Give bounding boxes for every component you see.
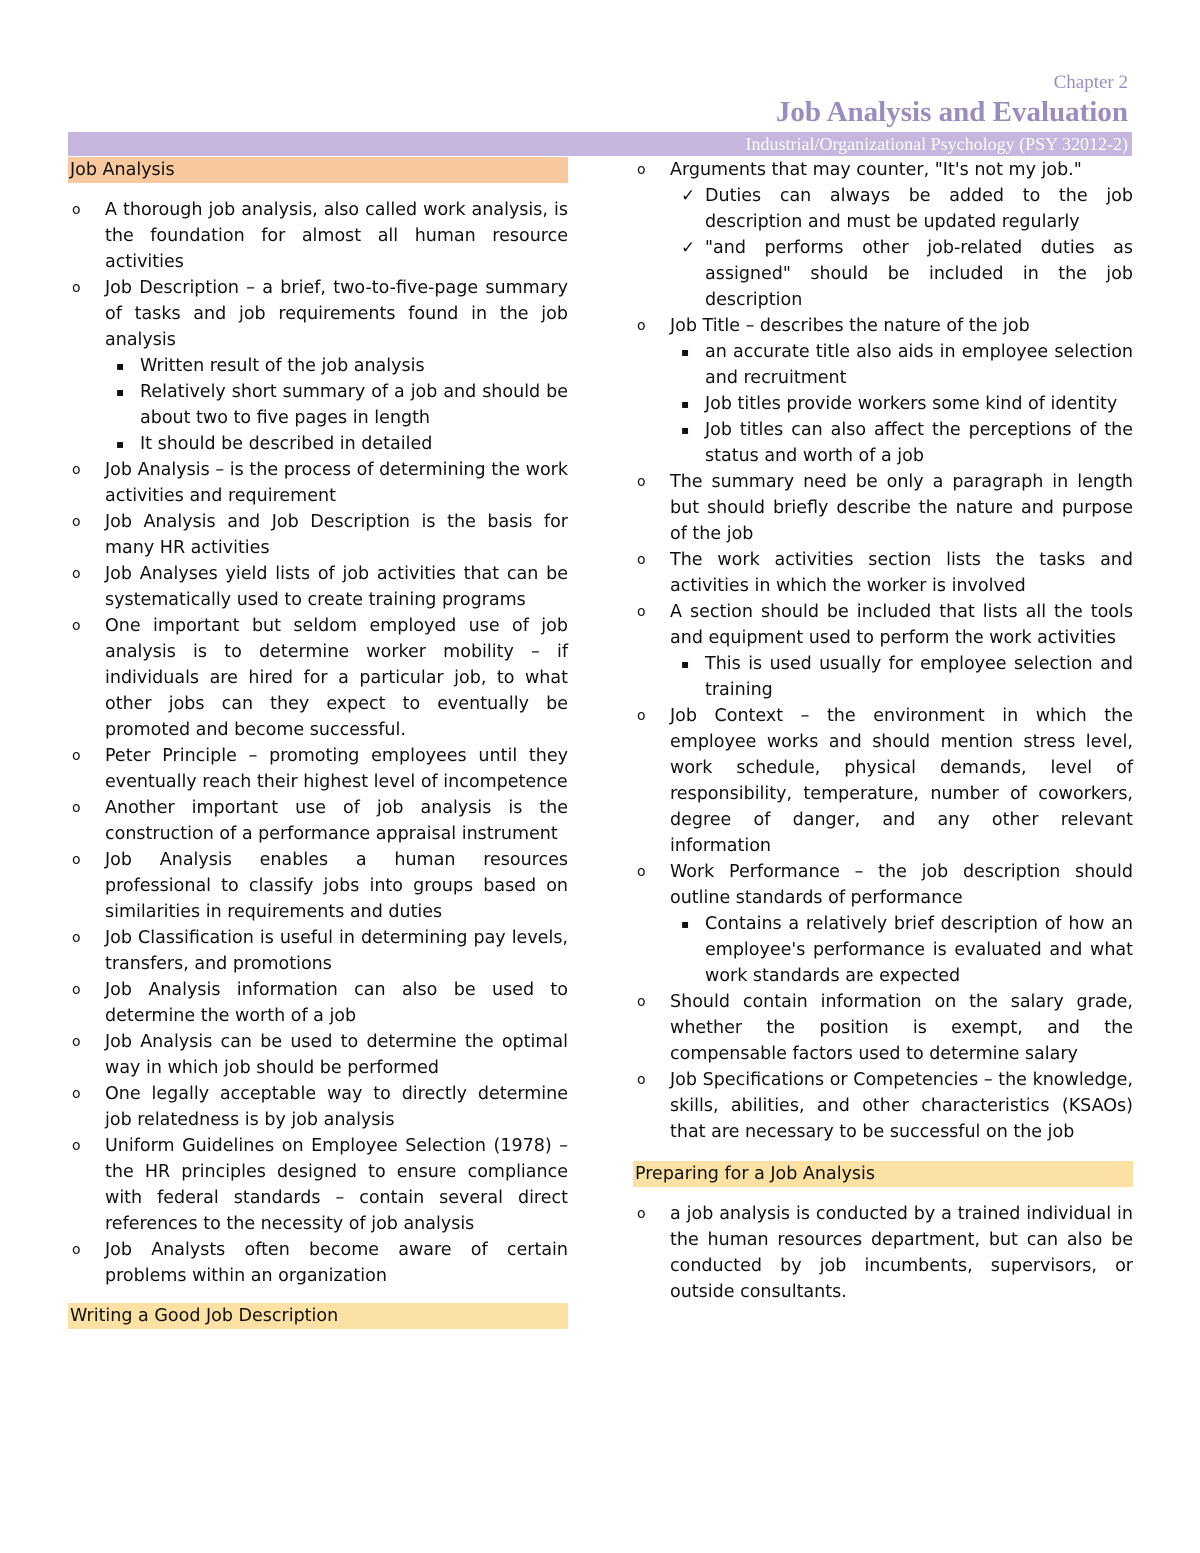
circle-bullet-icon: o [72,930,81,946]
list-item: o Arguments that may counter, "It's not my job." ✓ Duties can always be added to the job description and must be updated regularly ✓ "and performs other job-related duties as assigned" should be included in the job description [633,157,1133,313]
arguments-sublist [633,183,1133,313]
list-item: o Job Description – a brief, two-to-five-page summary of tasks and job requirements found in the job analysis ▪ Written result of the job analysis ▪ Relatively short summary of a job and should be about two to five pages in length ▪ It should be described in detailed [68,275,568,457]
square-bullet-icon: ▪ [116,385,125,399]
sub-list-item: ▪ Written result of the job analysis [68,353,568,379]
list-item: o One legally acceptable way to directly determine job relatedness is by job analysis [68,1081,568,1133]
circle-bullet-icon: o [72,800,81,816]
square-bullet-icon: ▪ [681,397,690,411]
circle-bullet-icon: o [72,852,81,868]
list-item: o The summary need be only a paragraph in length but should briefly describe the nature and purpose of the job [633,469,1133,547]
circle-bullet-icon: o [637,552,646,568]
circle-bullet-icon: o [72,618,81,634]
chapter-label: Chapter 2 [1053,72,1128,93]
checkmark-icon: ✓ [681,186,696,206]
circle-bullet-icon: o [637,318,646,334]
circle-bullet-icon: o [72,982,81,998]
list-item: o Job Analyses yield lists of job activities that can be systematically used to create training programs [68,561,568,613]
performance-sublist [633,911,1133,989]
circle-bullet-icon: o [72,1242,81,1258]
square-bullet-icon: ▪ [116,437,125,451]
circle-bullet-icon: o [72,514,81,530]
sub-list-item: ▪ It should be described in detailed [68,431,568,457]
circle-bullet-icon: o [637,994,646,1010]
circle-bullet-icon: o [72,748,81,764]
square-bullet-icon: ▪ [681,917,690,931]
sub-list-item: ▪ Job titles provide workers some kind of identity [633,391,1133,417]
circle-bullet-icon: o [637,1206,646,1222]
list-item: o a job analysis is conducted by a trained individual in the human resources department, but can also be conducted by job incumbents, supervisors, or outside consultants. [633,1201,1133,1305]
right-column [633,157,1133,1305]
circle-bullet-icon: o [72,462,81,478]
list-item: o Should contain information on the salary grade, whether the position is exempt, and the compensable factors used to determine salary [633,989,1133,1067]
list-item: o Job Analysis – is the process of determining the work activities and requirement [68,457,568,509]
circle-bullet-icon: o [637,604,646,620]
sub-list-item: ▪ Relatively short summary of a job and should be about two to five pages in length [68,379,568,431]
tools-sublist [633,651,1133,703]
list-item: o Job Analysis and Job Description is the basis for many HR activities [68,509,568,561]
circle-bullet-icon: o [72,1086,81,1102]
job-title-sublist [633,339,1133,469]
square-bullet-icon: ▪ [681,423,690,437]
circle-bullet-icon: o [72,202,81,218]
sub-list-item: ✓ "and performs other job-related duties as assigned" should be included in the job description [633,235,1133,313]
list-item: o Job Analysis enables a human resources professional to classify jobs into groups based on similarities in requirements and duties [68,847,568,925]
square-bullet-icon: ▪ [681,657,690,671]
list-item: o Job Context – the environment in which the employee works and should mention stress level, work schedule, physical demands, level of responsibility, temperature, number of coworkers, degree of danger, and any other relevant information [633,703,1133,859]
list-item: o Job Analysts often become aware of certain problems within an organization [68,1237,568,1289]
circle-bullet-icon: o [637,864,646,880]
square-bullet-icon: ▪ [681,345,690,359]
checkmark-icon: ✓ [681,238,696,258]
section-heading-writing-job-description: Writing a Good Job Description [68,1303,568,1329]
circle-bullet-icon: o [637,708,646,724]
list-item: o A section should be included that lists all the tools and equipment used to perform the work activities ▪ This is used usually for employee selection and training [633,599,1133,703]
circle-bullet-icon: o [72,1034,81,1050]
sub-list-item: ▪ Contains a relatively brief description of how an employee's performance is evaluated and what work standards are expected [633,911,1133,989]
list-item: o Job Classification is useful in determining pay levels, transfers, and promotions [68,925,568,977]
square-bullet-icon: ▪ [116,359,125,373]
sub-list-item: ▪ an accurate title also aids in employee selection and recruitment [633,339,1133,391]
circle-bullet-icon: o [72,1138,81,1154]
circle-bullet-icon: o [637,162,646,178]
list-item: o Job Analysis information can also be used to determine the worth of a job [68,977,568,1029]
sub-list-item: ▪ This is used usually for employee selection and training [633,651,1133,703]
left-column [68,157,568,1329]
circle-bullet-icon: o [637,1072,646,1088]
list-item: o A thorough job analysis, also called work analysis, is the foundation for almost all human resource activities [68,197,568,275]
section-heading-preparing-job-analysis: Preparing for a Job Analysis [633,1161,1133,1187]
circle-bullet-icon: o [72,566,81,582]
circle-bullet-icon: o [637,474,646,490]
document-title: Job Analysis and Evaluation [775,96,1128,128]
job-description-sublist [68,353,568,457]
list-item: o One important but seldom employed use of job analysis is to determine worker mobility – if individuals are hired for a particular job, to what other jobs can they expect to eventually be promoted and become successful. [68,613,568,743]
list-item: o Job Analysis can be used to determine the optimal way in which job should be performed [68,1029,568,1081]
list-item: o Peter Principle – promoting employees until they eventually reach their highest level of incompetence [68,743,568,795]
list-item: o Job Specifications or Competencies – the knowledge, skills, abilities, and other characteristics (KSAOs) that are necessary to be successful on the job [633,1067,1133,1145]
course-banner: Industrial/Organizational Psychology (PSY 32012-2) [68,132,1132,156]
list-item: o Work Performance – the job description should outline standards of performance ▪ Contains a relatively brief description of how an employee's performance is evaluated and what work standards are expected [633,859,1133,989]
circle-bullet-icon: o [72,280,81,296]
list-item: o The work activities section lists the tasks and activities in which the worker is involved [633,547,1133,599]
sub-list-item: ✓ Duties can always be added to the job description and must be updated regularly [633,183,1133,235]
list-item: o Uniform Guidelines on Employee Selection (1978) – the HR principles designed to ensure compliance with federal standards – contain several direct references to the necessity of job analysis [68,1133,568,1237]
preparing-list [633,1201,1133,1305]
section-heading-job-analysis: Job Analysis [68,157,568,183]
list-item: o Job Title – describes the nature of the job ▪ an accurate title also aids in employee selection and recruitment ▪ Job titles provide workers some kind of identity ▪ Job titles can also affect the perceptions of the status and worth of a job [633,313,1133,469]
job-description-list [633,157,1133,1145]
list-item: o Another important use of job analysis is the construction of a performance appraisal instrument [68,795,568,847]
job-analysis-list [68,197,568,1289]
sub-list-item: ▪ Job titles can also affect the perceptions of the status and worth of a job [633,417,1133,469]
